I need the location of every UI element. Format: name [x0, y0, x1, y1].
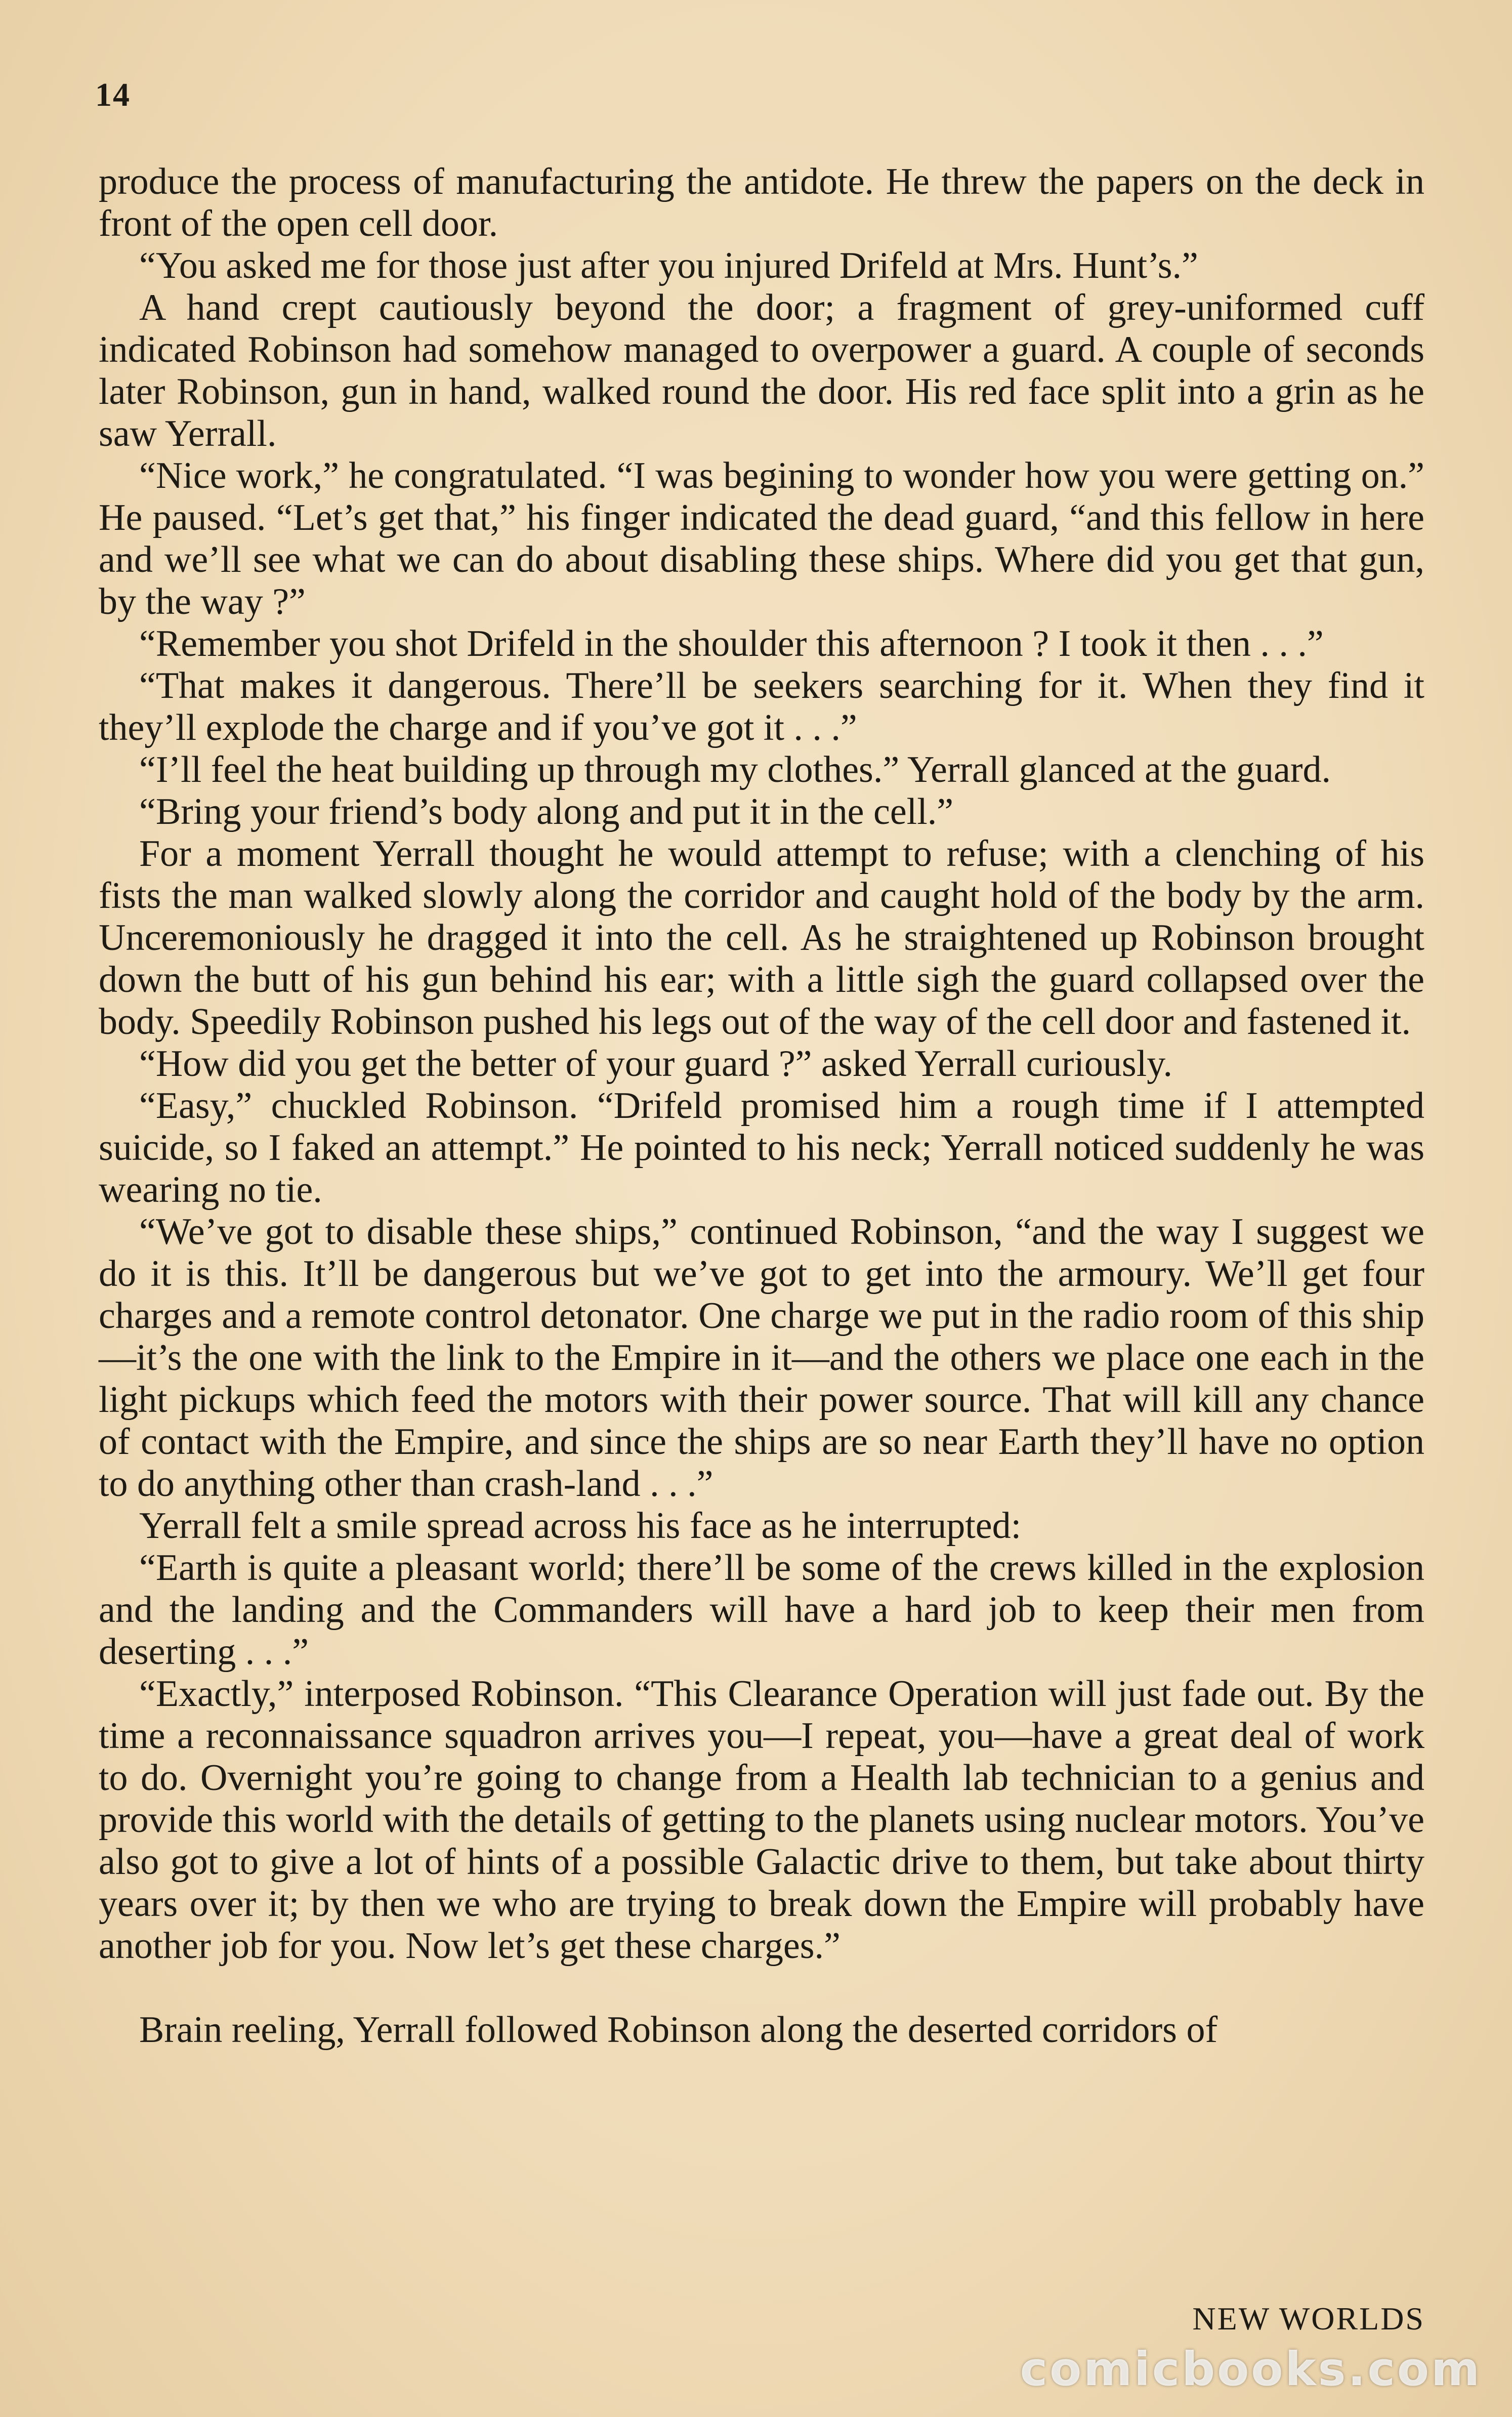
paragraph: “That makes it dangerous. There’ll be seekers searching for it. When they find it they’ll explode the charge and if you’ve got it . . .” — [99, 665, 1424, 748]
paragraph: Yerrall felt a smile spread across his face as he interrupted: — [139, 1505, 1022, 1547]
paragraph: “Nice work,” he congratulated. “I was begining to wonder how you were getting on.” He paused. “Let’s get that,” his finger indicated the dead guard, “and this fellow in here and we’ll see what we can do about disabling these ships. Where did you get that gun, by the way ?” — [99, 455, 1424, 622]
paragraph: “Bring your friend’s body along and put it in the cell.” — [139, 791, 954, 832]
paragraph: “You asked me for those just after you injured Drifeld at Mrs. Hunt’s.” — [139, 245, 1198, 286]
paragraph: For a moment Yerrall thought he would attempt to refuse; with a clenching of his fists the man walked slowly along the corridor and caught hold of the body by the arm. Unceremoniously he dragged it into the cell. As he straightened up Robinson brought down the butt of his gun behind his ear; with a little sigh the guard collapsed over the body. Speedily Robinson pushed his legs out of the way of the cell door and fastened it. — [99, 833, 1424, 1043]
paragraph: A hand crept cautiously beyond the door; a fragment of grey-uniformed cuff indicated Robinson had somehow managed to overpower a guard. A couple of seconds later Robinson, gun in hand, walked round the door. His red face split into a grin as he saw Yerrall. — [99, 287, 1424, 454]
watermark: comicbooks.com — [1020, 2342, 1482, 2396]
story-text — [99, 161, 1424, 2051]
paragraph: “Remember you shot Drifeld in the shoulder this afternoon ? I took it then . . .” — [139, 623, 1324, 664]
paragraph: “Earth is quite a pleasant world; there’ll be some of the crews killed in the explosion and the landing and the Commanders will have a hard job to keep their men from deserting . . .” — [99, 1547, 1424, 1673]
paragraph: “We’ve got to disable these ships,” continued Robinson, “and the way I suggest we do it is this. It’ll be dangerous but we’ve got to get into the armoury. We’ll get four charges and a remote control detonator. One charge we put in the radio room of this ship—it’s the one with the link to the Empire in it—and the others we place one each in the light pickups which feed the motors with their power source. That will kill any chance of contact with the Empire, and since the ships are so near Earth they’ll have no option to do anything other than crash-land . . .” — [99, 1211, 1424, 1505]
paragraph: “Easy,” chuckled Robinson. “Drifeld promised him a rough time if I attempted suicide, so I faked an attempt.” He pointed to his neck; Yerrall noticed suddenly he was wearing no tie. — [99, 1085, 1424, 1211]
page-number: 14 — [95, 76, 131, 113]
paragraph: produce the process of manufacturing the antidote. He threw the papers on the deck in front of the open cell door. — [99, 161, 1424, 244]
paragraph: “Exactly,” interposed Robinson. “This Clearance Operation will just fade out. By the time a reconnaissance squadron arrives you—I repeat, you—have a great deal of work to do. Overnight you’re going to change from a Health lab technician to a genius and provide this world with the details of getting to the planets using nuclear motors. You’ve also got to give a lot of hints of a possible Galactic drive to them, but take about thirty years over it; by then we who are trying to break down the Empire will probably have another job for you. Now let’s get these charges.” — [99, 1673, 1424, 1967]
paragraph: “I’ll feel the heat building up through my clothes.” Yerrall glanced at the guard. — [139, 749, 1331, 790]
paragraph: “How did you get the better of your guard ?” asked Yerrall curiously. — [139, 1043, 1172, 1085]
paragraph: Brain reeling, Yerrall followed Robinson along the deserted corridors of — [139, 2009, 1218, 2051]
magazine-title: NEW WORLDS — [1192, 2301, 1425, 2337]
